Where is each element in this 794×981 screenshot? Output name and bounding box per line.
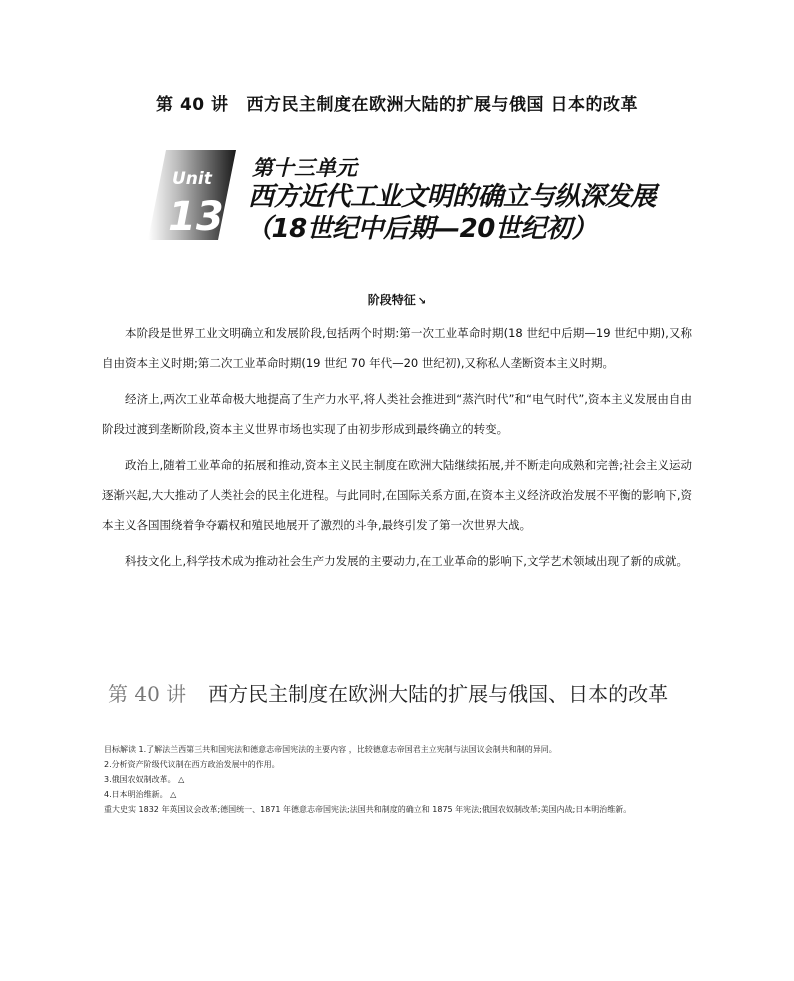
goal-line: 3.俄国农奴制改革。 △ xyxy=(104,775,185,784)
stage-body xyxy=(102,318,692,582)
stage-heading-text: 阶段特征 xyxy=(367,293,416,307)
arrow-down-right-icon: ↘ xyxy=(417,296,427,307)
unit-13-badge-icon xyxy=(148,150,236,240)
document-title xyxy=(0,90,794,115)
stage-paragraph: 政治上,随着工业革命的拓展和推动,资本主义民主制度在欧洲大陆继续拓展,并不断走向成熟和完善;社会主义运动逐渐兴起,大大推动了人类社会的民主化进程。与此同时,在国际关系方面,在资本主义经济政治发展不平衡的影响下,资本主义各国围绕着争夺霸权和殖民地展开了激烈的斗争,最终引发了第一次世界大战。 xyxy=(102,458,692,532)
unit-title: 西方近代工业文明的确立与纵深发展 xyxy=(248,182,657,212)
lesson-number: 第 40 讲 xyxy=(108,682,187,706)
lesson-title-text: 西方民主制度在欧洲大陆的扩展与俄国、日本的改革 xyxy=(208,682,669,706)
goal-line: 2.分析资产阶级代议制在西方政治发展中的作用。 xyxy=(104,760,280,769)
goal-line: 4.日本明治维新。 △ xyxy=(104,790,177,799)
lesson-title xyxy=(108,678,668,707)
lecture-number: 第 40 讲 xyxy=(156,95,229,115)
stage-heading xyxy=(0,291,794,308)
unit-label: 第十三单元 xyxy=(252,156,357,180)
stage-paragraph: 科技文化上,科学技术成为推动社会生产力发展的主要动力,在工业革命的影响下,文学艺术领域出现了新的成就。 xyxy=(125,554,688,568)
goal-line: 目标解读 1.了解法兰西第三共和国宪法和德意志帝国宪法的主要内容 ，比较德意志帝国君主立宪制与法国议会制共和制的异同。 xyxy=(104,745,557,754)
goals-section xyxy=(104,742,694,817)
stage-paragraph: 经济上,两次工业革命极大地提高了生产力水平,将人类社会推进到“蒸汽时代”和“电气时代”,资本主义发展由自由阶段过渡到垄断阶段,资本主义世界市场也实现了由初步形成到最终确立的转变。 xyxy=(102,392,692,436)
unit-banner xyxy=(148,150,658,242)
stage-paragraph: 本阶段是世界工业文明确立和发展阶段,包括两个时期:第一次工业革命时期(18 世纪中后期—19 世纪中期),又称自由资本主义时期;第二次工业革命时期(19 世纪 70 年代—20 世纪初),又称私人垄断资本主义时期。 xyxy=(102,326,692,370)
unit-period: （18世纪中后期—20世纪初） xyxy=(246,214,597,244)
lecture-title: 西方民主制度在欧洲大陆的扩展与俄国 日本的改革 xyxy=(246,95,638,115)
goal-line: 重大史实 1832 年英国议会改革;德国统一、1871 年德意志帝国宪法;法国共和制度的确立和 1875 年宪法;俄国农奴制改革;美国内战;日本明治维新。 xyxy=(104,805,632,814)
badge-word: Unit xyxy=(172,169,212,189)
badge-number: 13 xyxy=(168,194,224,240)
